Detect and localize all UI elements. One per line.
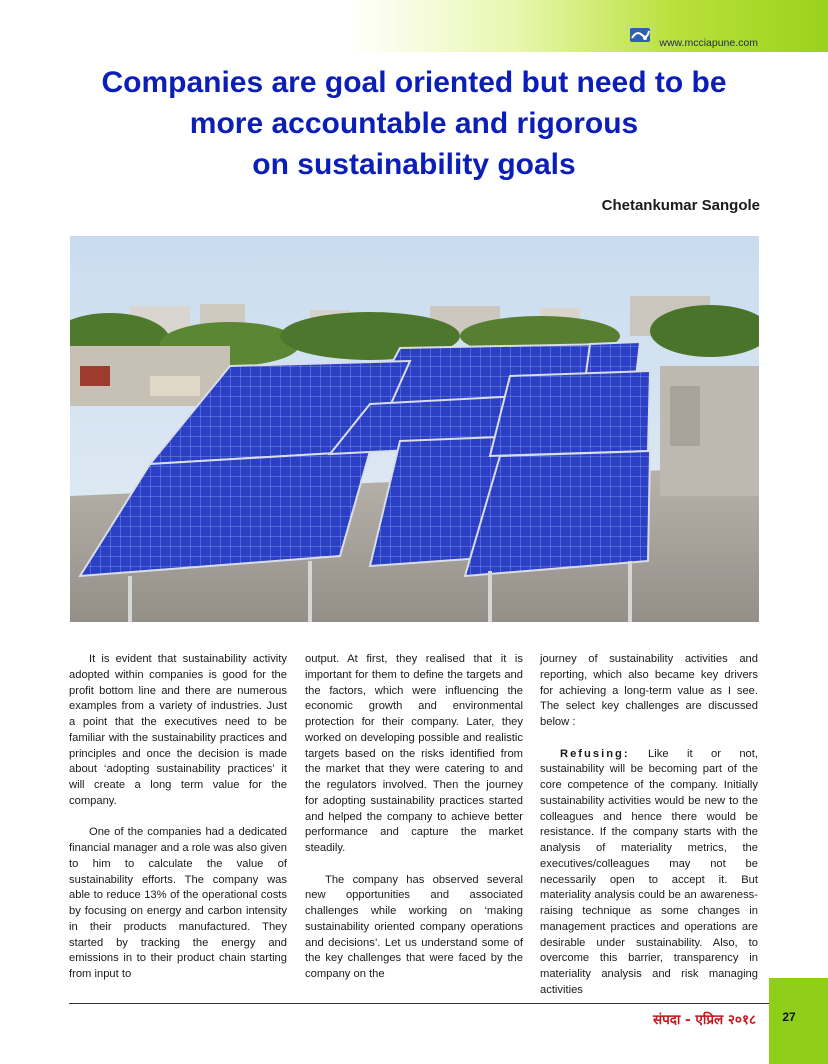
mccia-logo-icon	[629, 26, 651, 44]
refusing-heading: Refusing:	[560, 747, 630, 760]
article-column-3	[540, 652, 758, 1014]
title-line: on sustainability goals	[252, 148, 576, 181]
title-line: Companies are goal oriented but need to be	[101, 66, 727, 99]
article-column-2	[305, 652, 523, 999]
paragraph-refusing	[540, 747, 758, 999]
paragraph: journey of sustainability activities and reporting, which also became key drivers for achieving a long-term value as I see. The select key challenges are discussed below :	[540, 653, 758, 728]
article-title	[40, 62, 788, 185]
paragraph: The company has observed several new opportunities and associated challenges while working on ‘making sustainability oriented company operations and decisions’. Let us understand some of the key challenges that were faced by the company on the	[305, 873, 523, 980]
author-byline: Chetankumar Sangole	[601, 197, 760, 214]
title-line: more accountable and rigorous	[189, 107, 639, 140]
paragraph: output. At first, they realised that it is important for them to define the targets and the factors, which were influencing the economic growth and environmental protection for their company. Later, they worked on developing possible and realistic targets based on the risks identified from the market that they were catering to and the regulators involved. Then the journey for adopting sustainability practices started and helped the company to achieve better performance and capture the market steadily.	[305, 653, 523, 854]
website-url[interactable]: www.mcciapune.com	[659, 37, 758, 49]
publication-name: संपदा - एप्रिल २०१८	[652, 1012, 756, 1028]
paragraph: It is evident that sustainability activity adopted within companies is good for the profit bottom line and there are numerous examples from a variety of industries. Just a point that the executives need to be familiar with the sustainability practices and principles and once the decision is made about ‘adopting sustainability practices’ it will create a long term value for the company.	[69, 653, 287, 807]
solar-panel-photo	[70, 236, 759, 622]
paragraph: One of the companies had a dedicated financial manager and a role was also given to him to calculate the value of sustainability efforts. The company was able to reduce 13% of the operational costs by focusing on energy and carbon intensity in their products manufactured. They started by tracking the energy and emissions in to their product chain starting from input to	[69, 826, 287, 980]
paragraph-body: Like it or not, sustainability will be becoming part of the core competence of the company. Initially sustainability activities would be new to the colleagues and hence there would be resistance. If the company starts with the analysis of materiality metrics, the executives/colleagues may not be necessarily open to accept it. But materiality analysis could be an awareness-raising technique as some changes in management practices and operations are desirable under sustainability. Also, to overcome this barrier, transparency in materiality analysis and risk managing activities	[540, 747, 758, 996]
site-header	[629, 34, 758, 52]
footer-divider	[69, 1003, 769, 1004]
article-column-1	[69, 652, 287, 999]
page-number: 27	[782, 1010, 796, 1024]
